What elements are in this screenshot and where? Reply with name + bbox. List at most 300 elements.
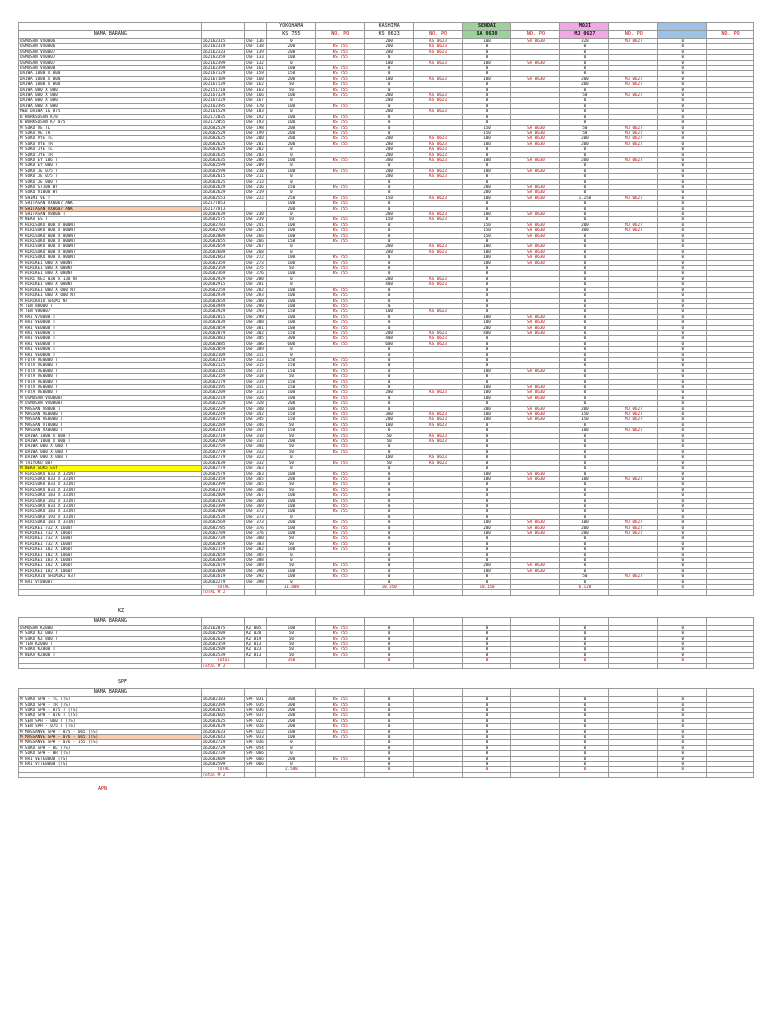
table-cell: 100 <box>266 574 315 579</box>
table-cell: SA 0630 <box>511 184 560 189</box>
table-cell: 0 <box>658 303 707 308</box>
total-cell: Total M 2 <box>201 663 244 668</box>
table-cell: OSF 342 <box>245 412 267 417</box>
table-cell: DAIWA 000 X 000 <box>19 93 202 98</box>
table-cell: 0 <box>658 390 707 395</box>
column-header <box>462 689 511 697</box>
table-cell: 0 <box>560 509 609 514</box>
table-cell: 0 <box>462 718 511 723</box>
table-cell: KS 755 <box>315 298 364 303</box>
table-cell: MJ 0627 <box>609 520 658 525</box>
table-cell: 0 <box>560 71 609 76</box>
column-header: NAMA BARANG <box>19 31 202 39</box>
table-cell: KS 755 <box>315 314 364 319</box>
table-cell: 162682509 <box>201 647 244 652</box>
column-header: NO. PO <box>315 31 364 39</box>
table-cell: KS 755 <box>315 729 364 734</box>
table-cell: 0 <box>658 141 707 146</box>
table-cell: KS 755 <box>315 647 364 652</box>
table-cell: 0 <box>560 745 609 750</box>
total-cell: 0 <box>462 767 511 772</box>
table-cell: 0 <box>658 39 707 44</box>
table-cell: M FUTA VE0000 T <box>19 385 202 390</box>
table-cell: 0 <box>462 174 511 179</box>
region-header <box>245 23 267 31</box>
table-cell: 0 <box>462 357 511 362</box>
table-cell: 0 <box>560 168 609 173</box>
table-cell: 0 <box>658 466 707 471</box>
table-cell: KS 0623 <box>413 49 462 54</box>
table-cell: 162682929 <box>201 276 244 281</box>
table-cell: SA 0630 <box>511 368 560 373</box>
table-cell: 100 <box>462 244 511 249</box>
table-cell: 0 <box>560 374 609 379</box>
table-cell: 0 <box>658 631 707 636</box>
table-cell: 0 <box>560 713 609 718</box>
table-cell: OSF 198 <box>245 125 267 130</box>
table-cell: 0 <box>658 336 707 341</box>
total-cell <box>511 663 560 668</box>
table-cell: M HIRIKEI 732 X 1600T <box>19 536 202 541</box>
table-cell: KS 755 <box>315 476 364 481</box>
table-cell: SA 0630 <box>511 76 560 81</box>
table-cell: 0 <box>462 460 511 465</box>
table-cell: M SOKU KZ 800 T <box>19 636 202 641</box>
table-cell: 0 <box>560 740 609 745</box>
table-cell: 0 <box>658 471 707 476</box>
table-cell: SPF 016 <box>245 724 267 729</box>
column-header: NO. PO <box>609 31 658 39</box>
table-cell: M FUTA VE0000 T <box>19 390 202 395</box>
table-cell: 162682625 <box>201 141 244 146</box>
table-cell: 0 <box>658 724 707 729</box>
table-cell: M SOKU SPH - BL (TS) <box>19 745 202 750</box>
table-cell: 0 <box>560 729 609 734</box>
table-cell: 0 <box>462 493 511 498</box>
table-cell: M HAI VT7E0000 (TS) <box>19 761 202 766</box>
table-cell: 162682629 <box>201 147 244 152</box>
table-cell: 0 <box>560 233 609 238</box>
table-cell: 162682759 <box>201 444 244 449</box>
table-cell: 0 <box>658 314 707 319</box>
table-cell: 0 <box>658 320 707 325</box>
column-header <box>560 617 609 625</box>
table-cell: 100 <box>266 120 315 125</box>
table-cell: 162162315 <box>201 39 244 44</box>
table-cell: 200 <box>364 417 413 422</box>
table-cell: 0 <box>462 103 511 108</box>
table-cell: 0 <box>462 579 511 584</box>
table-cell: 0 <box>266 745 315 750</box>
table-cell: KS 755 <box>315 114 364 119</box>
table-cell: 162683949 <box>201 303 244 308</box>
table-cell: M SOKU SPH - TL (TS) <box>19 697 202 702</box>
table-cell: KS 755 <box>315 636 364 641</box>
column-header <box>245 31 267 39</box>
table-cell: 0 <box>560 379 609 384</box>
table-cell: 0 <box>658 66 707 71</box>
table-cell: KS 755 <box>315 55 364 60</box>
table-cell: 0 <box>364 761 413 766</box>
table-cell: M NEKA SOK5 ESY <box>19 466 202 471</box>
table-cell: SA 0630 <box>511 314 560 319</box>
table-cell: 0 <box>266 244 315 249</box>
table-cell: M DAIWA 1000 X 000 T <box>19 439 202 444</box>
table-cell: 0 <box>462 71 511 76</box>
table-cell: 0 <box>560 751 609 756</box>
table-cell: M DAIWA 000 X 000 T <box>19 449 202 454</box>
table-cell: 0 <box>364 718 413 723</box>
total-cell <box>19 663 202 668</box>
table-cell: 0 <box>560 109 609 114</box>
table-cell: 100 <box>266 729 315 734</box>
table-cell: OSF 288 <box>245 298 267 303</box>
table-cell: 0 <box>560 287 609 292</box>
table-cell: OSF 332 <box>245 460 267 465</box>
table-cell: 0 <box>560 44 609 49</box>
table-cell: KS 0623 <box>413 217 462 222</box>
table-cell: KS 0623 <box>413 336 462 341</box>
column-header <box>315 689 364 697</box>
table-cell: 162162399 <box>201 60 244 65</box>
total-cell <box>560 590 609 595</box>
table-cell: 100 <box>462 390 511 395</box>
table-cell: 162682249 <box>201 412 244 417</box>
table-cell: 0 <box>462 276 511 281</box>
table-cell: M SOKU VE TL <box>19 125 202 130</box>
table-cell: 200 <box>266 718 315 723</box>
table-cell: 162682809 <box>201 233 244 238</box>
table-cell: 0 <box>658 579 707 584</box>
table-cell: 0 <box>266 740 315 745</box>
total-cell: 0 <box>462 658 511 663</box>
table-cell: 162682279 <box>201 417 244 422</box>
table-cell: 0 <box>658 568 707 573</box>
region-header <box>201 23 244 31</box>
table-cell: SA 0630 <box>511 390 560 395</box>
table-cell: 0 <box>560 439 609 444</box>
table-cell: 200 <box>266 125 315 130</box>
table-cell: OSF 266 <box>245 233 267 238</box>
table-cell: 0 <box>658 514 707 519</box>
table-cell: 100 <box>266 325 315 330</box>
table-cell: M TAIYOKU 80T <box>19 460 202 465</box>
table-cell: 0 <box>560 87 609 92</box>
table-cell: SA 0630 <box>511 195 560 200</box>
table-cell: 0 <box>266 60 315 65</box>
table-cell: OSF 318 <box>245 433 267 438</box>
table-cell: KS 0623 <box>413 422 462 427</box>
table-cell: KS 0623 <box>413 60 462 65</box>
table-cell: 162682229 <box>201 401 244 406</box>
table-cell: 0 <box>266 163 315 168</box>
table-cell: 0 <box>266 174 315 179</box>
table-cell: SA 0630 <box>511 417 560 422</box>
table-cell: 162682429 <box>201 498 244 503</box>
table-cell: M FUTA VE0000 T <box>19 368 202 373</box>
table-cell: 0 <box>658 114 707 119</box>
table-cell: 0 <box>364 636 413 641</box>
table-cell: 0 <box>462 756 511 761</box>
table-cell: 0 <box>658 718 707 723</box>
table-cell: 200 <box>462 525 511 530</box>
table-cell: 0 <box>658 395 707 400</box>
table-cell: 100 <box>266 314 315 319</box>
table-cell: 0 <box>364 293 413 298</box>
table-cell: KS 755 <box>315 390 364 395</box>
table-cell: 0 <box>658 201 707 206</box>
table-cell: OSF 213 <box>245 179 267 184</box>
table-cell: 200 <box>560 525 609 530</box>
table-cell: 50 <box>266 541 315 546</box>
table-cell: 0 <box>364 130 413 135</box>
table-cell: 0 <box>560 266 609 271</box>
table-cell: 0 <box>462 109 511 114</box>
table-cell: 0 <box>560 493 609 498</box>
table-cell: 0 <box>462 428 511 433</box>
table-cell: 0 <box>560 114 609 119</box>
table-cell: 0 <box>266 98 315 103</box>
table-cell: 162682639 <box>201 212 244 217</box>
table-cell: KS 0623 <box>413 212 462 217</box>
table-cell: KS 755 <box>315 201 364 206</box>
table-cell: 0 <box>560 487 609 492</box>
table-cell: M SOKU VYE TL <box>19 136 202 141</box>
column-header: NAMA BARANG <box>19 689 202 697</box>
table-cell: 0 <box>462 179 511 184</box>
table-cell: 0 <box>364 493 413 498</box>
table-cell: 50 <box>560 93 609 98</box>
table-cell: SA 0630 <box>511 330 560 335</box>
table-cell: 162682059 <box>201 347 244 352</box>
table-cell: 162682179 <box>201 379 244 384</box>
table-cell: 200 <box>364 212 413 217</box>
table-cell: 0 <box>462 336 511 341</box>
table-cell: 50 <box>560 130 609 135</box>
table-cell: KS 755 <box>315 707 364 712</box>
table-cell: 0 <box>560 282 609 287</box>
table-cell: 150 <box>364 217 413 222</box>
table-cell: 0 <box>462 647 511 652</box>
table-cell: M HIRISOKU 183 X 331NT <box>19 498 202 503</box>
table-cell: 162682319 <box>201 428 244 433</box>
table-cell: 0 <box>364 745 413 750</box>
table-cell: 50 <box>266 631 315 636</box>
table-cell: OSF 376 <box>245 525 267 530</box>
table-cell: KS 755 <box>315 141 364 146</box>
table-cell: 0 <box>560 466 609 471</box>
table-cell: 162682083 <box>201 336 244 341</box>
table-cell: OSF 166 <box>245 93 267 98</box>
table-cell: OSF 390 <box>245 568 267 573</box>
table-cell: KS 755 <box>315 547 364 552</box>
table-cell: OSF 311 <box>245 352 267 357</box>
table-cell: 162682539 <box>201 514 244 519</box>
column-header <box>201 689 244 697</box>
table-cell: 0 <box>462 536 511 541</box>
table-cell: 0 <box>560 244 609 249</box>
table-cell: KS 0623 <box>413 168 462 173</box>
table-cell: M DAIWA 000 X 000 T <box>19 455 202 460</box>
table-cell: 0 <box>364 325 413 330</box>
table-cell: KS 755 <box>315 363 364 368</box>
table-cell: M MASSAN VE0000 T <box>19 412 202 417</box>
table-cell: 0 <box>462 55 511 60</box>
total-cell <box>462 772 511 777</box>
table-cell: 100 <box>266 525 315 530</box>
table-cell: M HIRISOKU 183 X 331NT <box>19 509 202 514</box>
table-cell: MJ 0627 <box>609 125 658 130</box>
table-cell: KS 755 <box>315 120 364 125</box>
table-cell: 0 <box>658 184 707 189</box>
table-cell: 0 <box>658 282 707 287</box>
table-cell: SA 0630 <box>511 60 560 65</box>
table-cell: SPF 033 <box>245 734 267 739</box>
table-cell: 1.150 <box>560 195 609 200</box>
table-cell: 0 <box>560 190 609 195</box>
table-cell: 0 <box>658 525 707 530</box>
table-cell: MJ 0627 <box>609 130 658 135</box>
table-cell: OSF 340 <box>245 406 267 411</box>
table-cell: 100 <box>462 136 511 141</box>
table-cell: 162682739 <box>201 536 244 541</box>
table-cell: KS 755 <box>315 642 364 647</box>
table-cell: 162682039 <box>201 320 244 325</box>
table-cell: 150 <box>266 184 315 189</box>
table-cell: MJ 0627 <box>609 82 658 87</box>
table-cell: KS 755 <box>315 379 364 384</box>
table-cell: 200 <box>560 82 609 87</box>
table-cell: SA 0630 <box>511 212 560 217</box>
table-cell: 0 <box>658 503 707 508</box>
table-cell: 100 <box>266 222 315 227</box>
table-cell: OSF 281 <box>245 282 267 287</box>
column-header: NAMA BARANG <box>19 617 202 625</box>
table-cell: 162682859 <box>201 541 244 546</box>
table-cell: 0 <box>462 636 511 641</box>
table-cell: KS 755 <box>315 325 364 330</box>
total-cell: TOTAL <box>201 767 244 772</box>
table-cell: 162682579 <box>201 471 244 476</box>
table-cell: OSF 345 <box>245 417 267 422</box>
column-header <box>413 689 462 697</box>
table-cell: 200 <box>364 244 413 249</box>
table-cell: 0 <box>658 530 707 535</box>
table-cell: 0 <box>658 325 707 330</box>
table-cell: 0 <box>560 49 609 54</box>
table-cell: OSF 159 <box>245 71 267 76</box>
table-cell: 100 <box>462 320 511 325</box>
table-cell: 162682615 <box>201 174 244 179</box>
table-cell: M HAI VE0000 T <box>19 352 202 357</box>
table-cell: 162162319 <box>201 44 244 49</box>
table-cell: 162682359 <box>201 642 244 647</box>
table-cell: 162162359 <box>201 55 244 60</box>
table-cell: 162682629 <box>201 184 244 189</box>
table-cell: 100 <box>462 39 511 44</box>
table-cell: 50 <box>266 647 315 652</box>
table-cell: 162682119 <box>201 357 244 362</box>
table-cell: 200 <box>266 724 315 729</box>
table-cell: 0 <box>462 44 511 49</box>
total-cell: TOTAL <box>201 585 244 590</box>
table-cell: 100 <box>266 547 315 552</box>
table-cell: M HIRIKEI 000 X 000NT <box>19 282 202 287</box>
table-cell: OSF 373 <box>245 514 267 519</box>
table-cell: KS 0623 <box>413 433 462 438</box>
table-cell: 200 <box>364 39 413 44</box>
table-cell: M HIRIKEI 732 X 1060T <box>19 530 202 535</box>
total-cell <box>707 663 754 668</box>
table-cell: 100 <box>266 157 315 162</box>
column-header: NO. PO <box>707 31 754 39</box>
table-cell: 100 <box>462 255 511 260</box>
table-cell: 0 <box>364 125 413 130</box>
table-cell: KS 0623 <box>413 152 462 157</box>
table-cell: 0 <box>364 734 413 739</box>
table-cell: OSF 367 <box>245 493 267 498</box>
column-header <box>658 689 707 697</box>
table-cell: M SOKU JE 075 T <box>19 168 202 173</box>
region-header <box>19 23 202 31</box>
table-cell: MJ 0627 <box>609 476 658 481</box>
total-cell: TOTAL M 2 <box>201 590 244 595</box>
table-cell: 0 <box>658 298 707 303</box>
column-header <box>364 617 413 625</box>
table-cell: 100 <box>462 157 511 162</box>
table-cell: KS 755 <box>315 66 364 71</box>
table-cell: 0 <box>658 498 707 503</box>
table-cell: 0 <box>658 702 707 707</box>
total-cell <box>315 663 364 668</box>
table-cell: 200 <box>266 439 315 444</box>
table-cell: M HIRISOKU 833 X 331NT <box>19 482 202 487</box>
column-header: NO. PO <box>511 31 560 39</box>
table-cell: 0 <box>658 217 707 222</box>
table-cell: 0 <box>364 179 413 184</box>
table-cell: 0 <box>560 314 609 319</box>
table-cell: OSF 376 <box>245 530 267 535</box>
table-cell: 200 <box>560 76 609 81</box>
column-header <box>413 617 462 625</box>
table-cell: 100 <box>462 412 511 417</box>
table-cell: SPF 031 <box>245 697 267 702</box>
table-cell: OSF 365 <box>245 482 267 487</box>
table-cell: M HIRISOKU 000 X 000NT <box>19 233 202 238</box>
total-cell <box>609 772 658 777</box>
table-cell: OSF 266 <box>245 239 267 244</box>
table-cell: 0 <box>462 444 511 449</box>
table-cell: 50 <box>364 439 413 444</box>
table-cell: KZ 023 <box>245 647 267 652</box>
table-cell: 0 <box>364 357 413 362</box>
table-cell: KS 755 <box>315 374 364 379</box>
table-cell: M SOKU JYE TL <box>19 147 202 152</box>
table-cell: 0 <box>560 647 609 652</box>
table-cell: SPF 054 <box>245 745 267 750</box>
table-cell: M SOKU JE 075 T <box>19 174 202 179</box>
table-cell: M SHITASAN V8000 T <box>19 212 202 217</box>
section-header-row <box>19 689 754 697</box>
table-cell: 50 <box>266 217 315 222</box>
total-cell: 2.500 <box>266 767 315 772</box>
table-cell: KS 755 <box>315 541 364 546</box>
table-cell: 0 <box>658 212 707 217</box>
table-cell: OSF 313 <box>245 390 267 395</box>
table-cell: 100 <box>462 195 511 200</box>
table-cell: 162682409 <box>201 493 244 498</box>
table-cell: 0 <box>658 249 707 254</box>
